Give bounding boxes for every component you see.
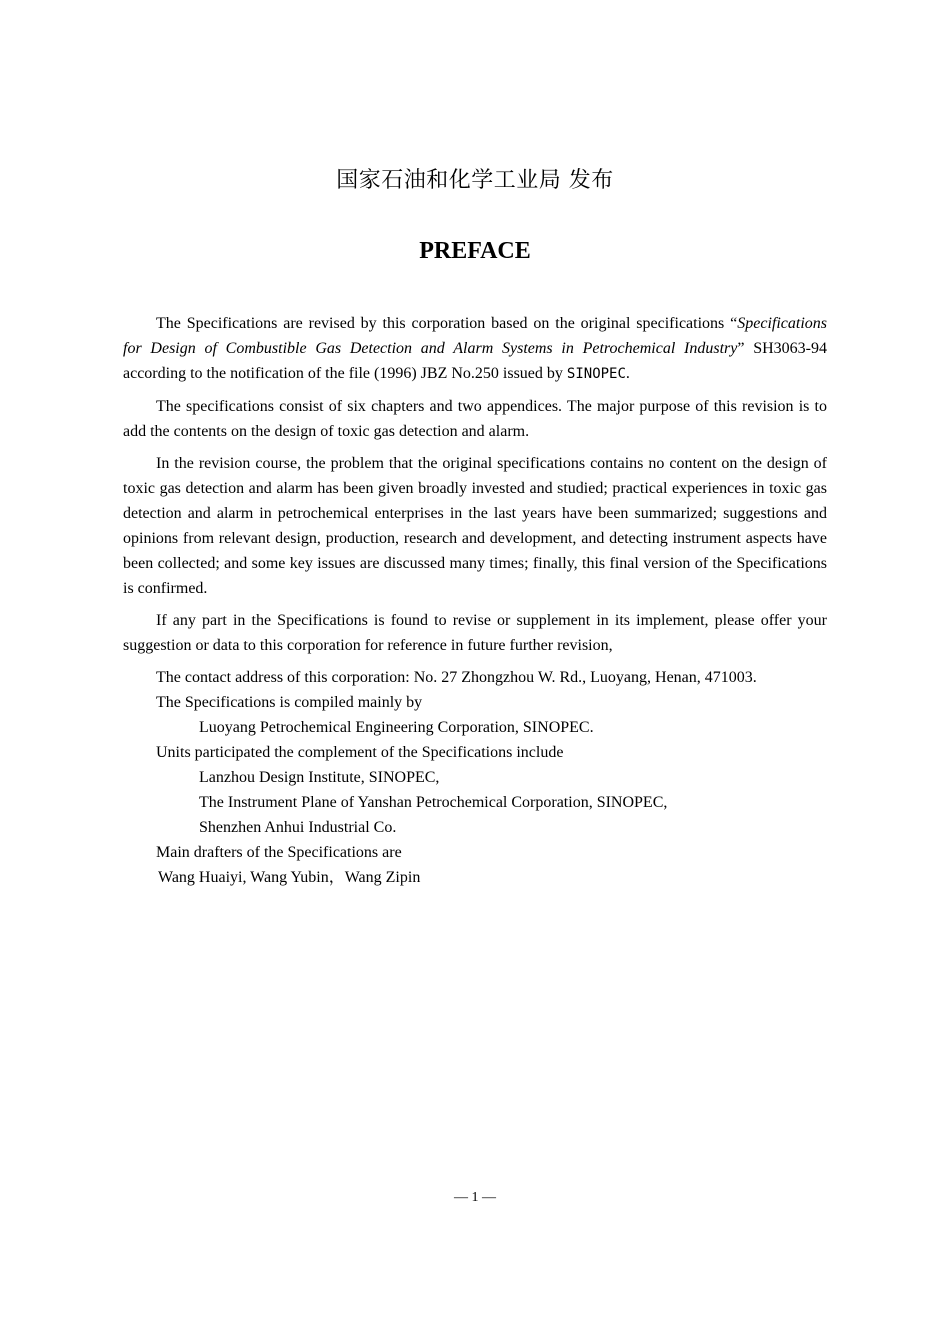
units-label: Units participated the complement of the Specifications include [156, 744, 564, 761]
page-title: PREFACE [419, 238, 531, 264]
original-spec-title: Specifications for Design of Combustible Gas Detection and Alarm Systems in Petrochemical Industry [123, 315, 827, 357]
unit-item: The Instrument Plane of Yanshan Petrochemical Corporation, SINOPEC, [199, 794, 668, 811]
paragraph-revision-basis [123, 311, 827, 387]
paragraph-end: . [625, 365, 630, 382]
drafters-names: Wang Huaiyi, Wang Yubin，Wang Zipin [158, 869, 421, 886]
unit-item: Shenzhen Anhui Industrial Co. [199, 819, 397, 836]
paragraph-feedback: If any part in the Specifications is found to revise or supplement in its implement, please offer your suggestion or data to this corporation for reference in future further revision, [123, 612, 827, 654]
compiled-by-org: Luoyang Petrochemical Engineering Corporation, SINOPEC. [199, 719, 594, 736]
paragraph-text: The Specifications are revised by this corporation based on the original specifications “ [156, 315, 738, 332]
document-body [123, 311, 827, 890]
contact-address: The contact address of this corporation: No. 27 Zhongzhou W. Rd., Luoyang, Henan, 471003. [156, 669, 757, 686]
drafters-label: Main drafters of the Specifications are [156, 844, 402, 861]
page-number: — 1 — [454, 1190, 496, 1205]
issuing-org: SINOPEC [566, 366, 626, 382]
issuer-header: 国家石油和化学工业局 发布 [336, 168, 614, 193]
unit-item: Lanzhou Design Institute, SINOPEC, [199, 769, 440, 786]
paragraph-text: ” SH3063-94 according to the notification of the file (1996) JBZ No.250 issued by [123, 340, 828, 382]
paragraph-revision-course: In the revision course, the problem that the original specifications contains no content on the design of toxic gas detection and alarm has been given broadly invested and studied; practical experiences in toxic gas detection and alarm in petrochemical enterprises in the last years have been summarized; suggestions and opinions from relevant design, production, research and development, and detecting instrument aspects have been collected; and some key issues are discussed many times; finally, this final version of the Specifications is confirmed. [123, 455, 827, 597]
paragraph-structure: The specifications consist of six chapters and two appendices. The major purpose of this revision is to add the contents on the design of toxic gas detection and alarm. [123, 398, 827, 440]
compiled-by-label: The Specifications is compiled mainly by [156, 694, 423, 711]
